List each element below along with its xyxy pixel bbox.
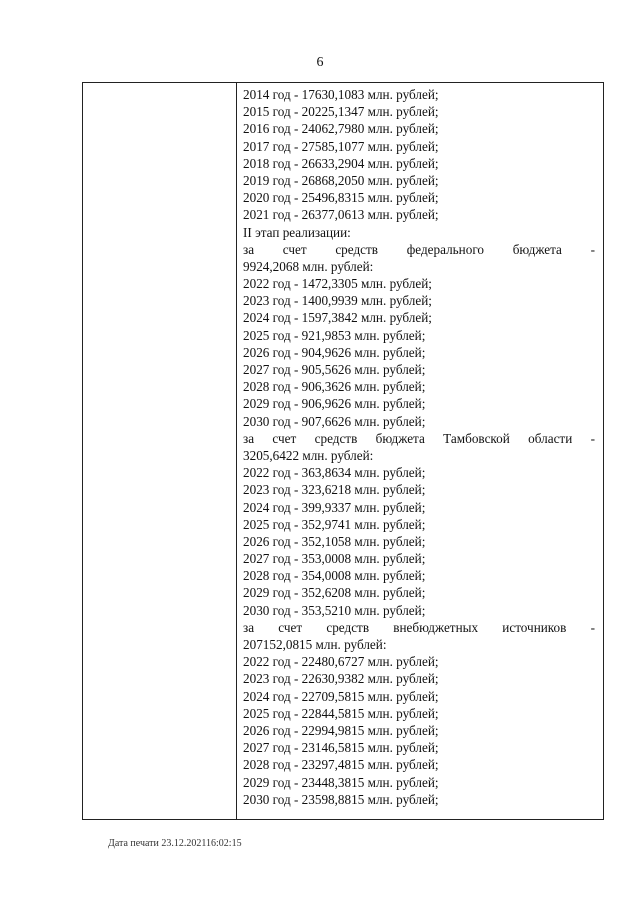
- text-line: 2030 год - 353,5210 млн. рублей;: [243, 602, 426, 618]
- text-line: 3205,6422 млн. рублей:: [243, 447, 374, 463]
- text-line: 2029 год - 23448,3815 млн. рублей;: [243, 774, 439, 790]
- text-line: 207152,0815 млн. рублей:: [243, 637, 387, 652]
- page-number: 6: [316, 55, 324, 70]
- text-line: 2024 год - 399,9337 млн. рублей;: [243, 499, 426, 515]
- text-line: 2026 год - 904,9626 млн. рублей;: [243, 344, 426, 360]
- text-line: 2023 год - 1400,9939 млн. рублей;: [243, 293, 432, 309]
- table-left-cell: [83, 83, 237, 819]
- text-line: 2016 год - 24062,7980 млн. рублей;: [243, 121, 439, 137]
- text-line: 2025 год - 22844,5815 млн. рублей;: [243, 705, 439, 721]
- funding-source-line: за счет средств бюджета Тамбовской области -: [243, 430, 595, 446]
- text-line: II этап реализации:: [243, 224, 351, 240]
- text-line: 2030 год - 907,6626 млн. рублей;: [243, 413, 426, 429]
- text-line: 2026 год - 22994,9815 млн. рублей;: [243, 722, 439, 738]
- text-line: 2022 год - 363,8634 млн. рублей;: [243, 465, 426, 481]
- text-line: 2028 год - 354,0008 млн. рублей;: [243, 568, 426, 584]
- text-line: 2026 год - 352,1058 млн. рублей;: [243, 533, 426, 549]
- text-line: 2023 год - 323,6218 млн. рублей;: [243, 482, 426, 498]
- text-line: 2027 год - 905,5626 млн. рублей;: [243, 362, 426, 377]
- text-line: 2015 год - 20225,1347 млн. рублей;: [243, 104, 439, 120]
- text-line: 2021 год - 26377,0613 млн. рублей;: [243, 207, 439, 223]
- print-date: Дата печати 23.12.202116:02:15: [108, 838, 242, 849]
- text-line: 2020 год - 25496,8315 млн. рублей;: [243, 190, 439, 206]
- text-line: 2024 год - 1597,3842 млн. рублей;: [243, 310, 432, 326]
- text-line: 9924,2068 млн. рублей:: [243, 258, 374, 274]
- table-right-cell: [243, 86, 595, 808]
- funding-source-line: за счет средств федерального бюджета -: [243, 241, 595, 257]
- text-line: 2027 год - 353,0008 млн. рублей;: [243, 551, 426, 567]
- text-line: 2027 год - 23146,5815 млн. рублей;: [243, 740, 439, 756]
- passport-table: [82, 82, 604, 820]
- text-line: 2017 год - 27585,1077 млн. рублей;: [243, 138, 439, 154]
- text-line: 2024 год - 22709,5815 млн. рублей;: [243, 688, 439, 704]
- text-line: 2023 год - 22630,9382 млн. рублей;: [243, 671, 439, 687]
- text-line: 2018 год - 26633,2904 млн. рублей;: [243, 155, 439, 171]
- funding-source-line: за счет средств внебюджетных источников -: [243, 619, 595, 635]
- text-line: 2025 год - 352,9741 млн. рублей;: [243, 516, 426, 532]
- text-line: 2028 год - 23297,4815 млн. рублей;: [243, 757, 439, 773]
- text-line: 2029 год - 352,6208 млн. рублей;: [243, 585, 426, 601]
- text-line: 2014 год - 17630,1083 млн. рублей;: [243, 87, 439, 102]
- text-line: 2030 год - 23598,8815 млн. рублей;: [243, 791, 439, 807]
- text-line: 2019 год - 26868,2050 млн. рублей;: [243, 172, 439, 188]
- text-line: 2029 год - 906,9626 млн. рублей;: [243, 396, 426, 412]
- text-line: 2022 год - 1472,3305 млн. рублей;: [243, 276, 432, 292]
- text-line: 2022 год - 22480,6727 млн. рублей;: [243, 654, 439, 670]
- text-line: 2025 год - 921,9853 млн. рублей;: [243, 327, 426, 343]
- text-line: 2028 год - 906,3626 млн. рублей;: [243, 379, 426, 395]
